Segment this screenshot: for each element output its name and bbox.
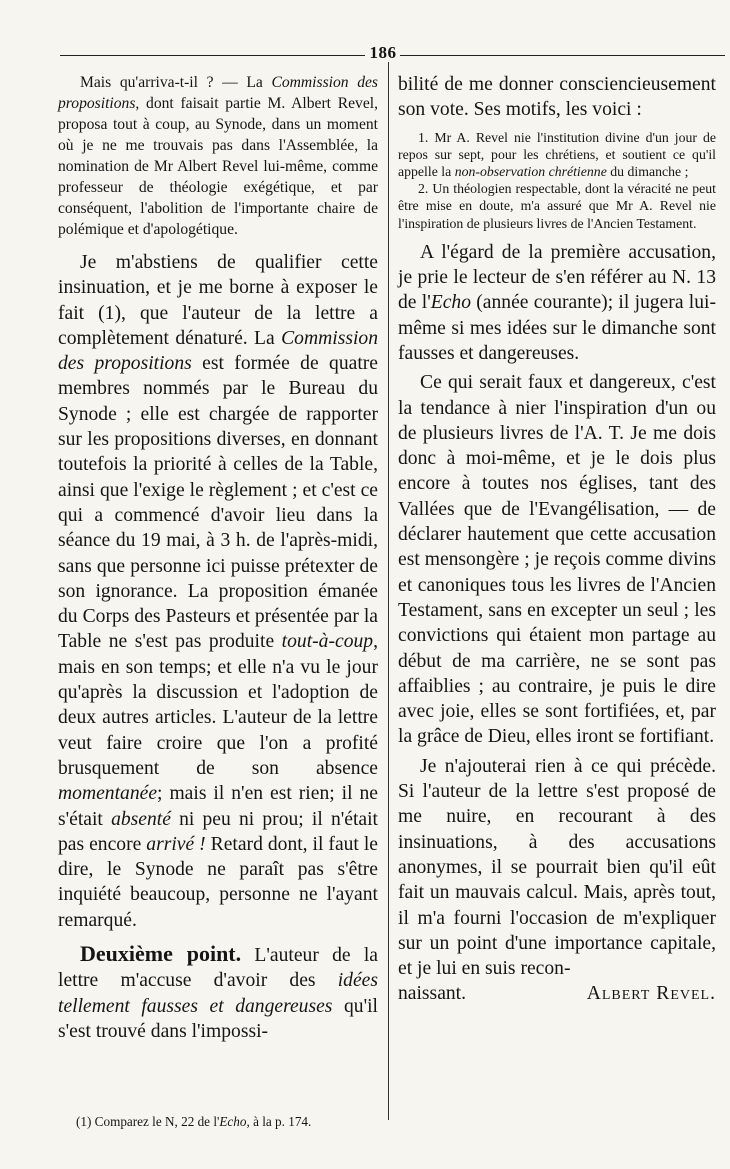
main-paragraph: Je m'abstiens de qualifier cette insinuation, et je me borne à exposer le fait (1), que l'auteur de la lettre a complètement dénaturé. La Commission des propositions est formée de quatre membres nommés par le Bureau du Synode ; elle est chargée de rapporter sur les propositions diverses, en donnant toutefois la priorité à celles de la Table, ainsi que l'exige le règlement ; et c'est ce qui a commencé d'avoir lieu dans la séance du 19 mai, à 3 h. de l'après-midi, sans que personne ici puisse prétexter de son ignorance. La proposition émanée du Corps des Pasteurs et présentée par la Table ne s'est pas produite tout-à-coup, mais en son temps; et elle n'a vu le jour qu'après la discussion et l'adoption de deux autres articles. L'auteur de la lettre veut faire croire que l'on a profité brusquement de son absence momentanée; mais il n'en est rien; il ne s'était absenté ni peu ni prou; il n'était pas encore arrivé ! Retard dont, il faut le dire, le Synode ne paraît pas s'être inquiété beaucoup, personne ne l'ayant remarqué.	[58, 252, 379, 931]
header-rule-right	[400, 55, 725, 56]
reply-paragraph-1: A l'égard de la première accusation, je prie le lecteur de s'en référer au N. 13 de l'Echo (année courante); il jugera lui-même si mes idées sur le dimanche sont fausses et dangereuses.	[398, 241, 716, 364]
reply-paragraph-2: Ce qui serait faux et dangereux, c'est la tendance à nier l'inspiration d'un ou de plusieurs livres de l'A. T. Je me dois donc à moi-même, et je le dois plus encore à toutes nos églises, tant des Vallées que de l'Evangélisation, — de déclarer hautement que cette accusation est mensongère ; je reçois comme divins et canoniques tous les livres de l'Ancien Testament, sans en excepter un seul ; les convictions qui étaient mon partage au début de ma carrière, ne se sont pas affaiblies ; au contraire, je puis le dire avec joie, elles se sont fortifiées, et, par la grâce de Dieu, elles iront se fortifiant.	[398, 372, 716, 748]
page-number: 186	[369, 43, 397, 62]
signature: Albert Revel.	[586, 983, 716, 1005]
closing-word: naissant.	[398, 983, 467, 1005]
header-rule-left	[60, 55, 365, 56]
reply-paragraph-3: Je n'ajouterai rien à ce qui précède. Si l'auteur de la lettre s'est proposé de me nuire, en recourant à des insinuations, à des accusations anonymes, il se pourrait bien qu'il eût fait un mauvais calcul. Mais, après tout, il m'a fourni l'occasion de m'expliquer sur un point d'une importance capitale, et je lui en suis recon-	[398, 755, 716, 980]
left-column	[58, 72, 378, 1044]
second-point-paragraph: Deuxième point. L'auteur de la lettre m'accuse d'avoir des idées tellement fausses et dangereuses qu'il s'est trouvé dans l'impossi-	[58, 941, 378, 1042]
closing-line	[398, 981, 716, 1006]
motifs-list	[398, 129, 716, 232]
continuation-paragraph: bilité de me donner consciencieusement son vote. Ses motifs, les voici :	[398, 74, 716, 121]
right-column	[398, 72, 716, 1007]
motif-item: 1. Mr A. Revel nie l'institution divine d'un jour de repos sur sept, pour les chrétiens, et soutient ce qu'il appelle la non-observation chrétienne du dimanche ;	[398, 129, 716, 179]
column-divider	[388, 62, 389, 1120]
opening-paragraph: Mais qu'arriva-t-il ? — La Commission des propositions, dont faisait partie M. Albert Revel, proposa tout à coup, au Synode, dans un moment où je ne me trouvais pas dans l'Assemblée, la nomination de Mr Albert Revel lui-même, comme professeur de théologie exégétique, et par conséquent, l'abolition de l'importante chaire de polémique et d'apologétique.	[58, 74, 378, 238]
section-heading: Deuxième point.	[80, 941, 242, 967]
footnote: (1) Comparez le N, 22 de l'Echo, à la p. 174.	[76, 1114, 312, 1129]
motif-item: 2. Un théologien respectable, dont la véracité ne peut être mise en doute, m'a assuré que Mr A. Revel nie l'inspiration de plusieurs livres de l'Ancien Testament.	[398, 181, 716, 231]
